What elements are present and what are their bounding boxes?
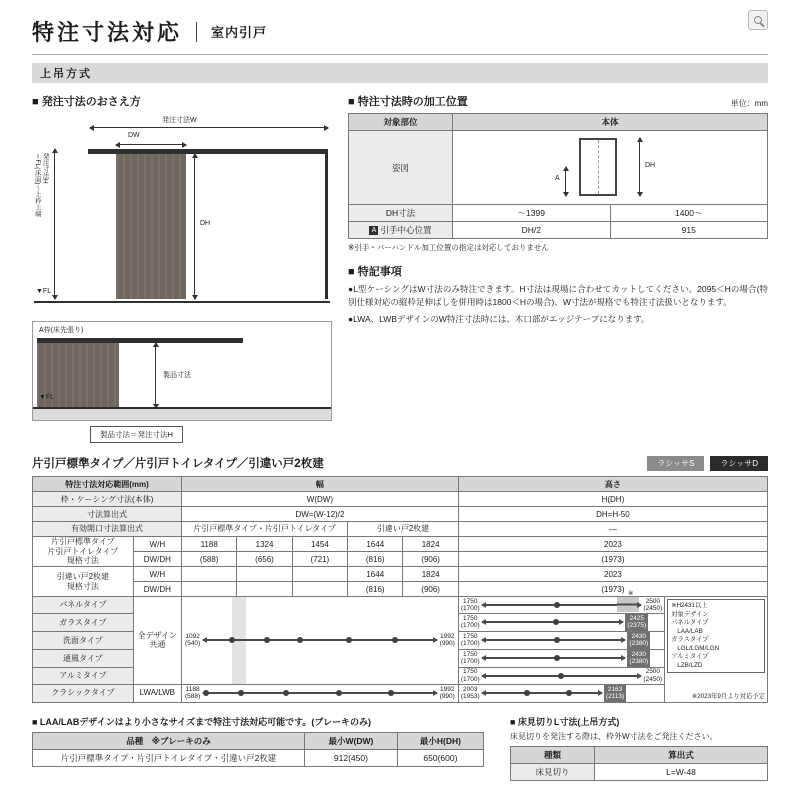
height-min-label: 1750 (1700) (460, 650, 480, 666)
right-jamb (325, 149, 328, 299)
width-header-cell: 幅 (181, 477, 458, 492)
marker-dot (346, 637, 352, 643)
processing-column (348, 93, 768, 443)
height-header-cell: 高さ (458, 477, 767, 492)
std1-w-value: 1824 (403, 537, 458, 552)
door-centerline (598, 140, 599, 194)
std2-w-value (292, 567, 347, 582)
w-formula-cell: DW=(W-12)/2 (181, 507, 458, 522)
dh-row-label: DH寸法 (349, 205, 453, 222)
type-cell: 床見切り (511, 763, 595, 780)
figure-row-label: 姿図 (349, 131, 453, 205)
note-line: LZB/LZD (677, 661, 703, 669)
min-h-cell: 650(600) (397, 749, 483, 766)
height-range-bar (458, 684, 664, 702)
processing-note: ※引手・バーハンドル加工位置の指定は対応しておりません (348, 243, 549, 252)
opening-type2-cell: 引違い戸2枚建 (348, 522, 459, 537)
fig-a-arrow (565, 167, 566, 196)
std2-dw-value (181, 582, 236, 597)
header-divider (196, 22, 197, 42)
height-range-bar (458, 649, 664, 667)
height-box-label: 2425 (2375) (627, 615, 647, 630)
std2-w-value (237, 567, 292, 582)
height-range-bar (458, 631, 664, 649)
width-min-label: 1092 (540) (184, 632, 201, 648)
std2-w-value (181, 567, 236, 582)
marker-dot (566, 690, 572, 696)
marker-dot (297, 637, 303, 643)
width-max-label: 1992 (990) (439, 685, 455, 701)
bottom-section (32, 715, 768, 781)
fl-marker: ▼FL (36, 288, 52, 295)
std2-line2: 規格寸法 (66, 581, 99, 591)
marker-dot (553, 619, 559, 625)
width-range-bar-common (181, 597, 458, 685)
handle-center-val1: DH/2 (453, 222, 611, 239)
marker-dot (392, 637, 398, 643)
all-designs-cell: 全デザイン共通 (133, 597, 181, 685)
dh-range1-cell: ～1399 (453, 205, 611, 222)
gray-zone-mark: ※ (627, 590, 634, 597)
badge-lasissa-s: ラシッサS (647, 456, 704, 471)
std1-dw-value: (906) (403, 552, 458, 567)
dw-label: DW (128, 132, 140, 139)
range-label-cell: 特注寸法対応範囲(mm) (33, 477, 182, 492)
height-box-label: 2163 (2113) (605, 685, 625, 701)
badge-lasissa-d: ラシッサD (710, 456, 768, 471)
opening-height-cell: ― (458, 522, 767, 537)
std2-w-value: 1644 (348, 567, 403, 582)
handle-center-val2: 915 (610, 222, 768, 239)
opening-row-label: 有効開口寸法算出式 (33, 522, 182, 537)
order-h-label (33, 153, 52, 303)
marker-dot (554, 637, 560, 643)
h-dh-cell: H(DH) (458, 492, 767, 507)
std1-dw-value: (656) (237, 552, 292, 567)
dw-arrow (116, 144, 186, 145)
door-panel (116, 154, 186, 299)
wh-label-cell: W/H (133, 537, 181, 552)
method-bar: 上吊方式 (32, 63, 768, 83)
remarks-heading: ■ 特記事項 (348, 266, 402, 278)
width-max-label: 1992 (990) (439, 632, 455, 648)
height-min-label: 1750 (1700) (460, 615, 480, 630)
height-min-label: 2003 (1953) (460, 685, 480, 701)
min-w-cell: 912(450) (305, 749, 398, 766)
std1-label (33, 537, 134, 567)
note-line: パネルタイプ (671, 619, 709, 626)
std1-line3: 規格寸法 (66, 556, 99, 566)
std2-h-value: 2023 (458, 567, 767, 582)
height-range-line (482, 657, 626, 659)
note-line: アルミタイプ (671, 653, 709, 660)
dwdh-label-cell: DW/DH (133, 552, 181, 567)
height-range-bar (458, 614, 664, 632)
marker-dot (229, 637, 235, 643)
height-box-label: 2430 (2380) (629, 632, 649, 648)
order-w-label: 発注寸法W (162, 117, 197, 124)
custom-size-table (32, 476, 768, 703)
std2-dw-value: (906) (403, 582, 458, 597)
std1-line2: 片引戸トイレタイプ (47, 546, 119, 556)
std1-dw-value: (721) (292, 552, 347, 567)
diagram-caption: 製品寸法＝発注寸法H (90, 426, 183, 443)
floor-band (33, 407, 331, 420)
height-range-line (482, 639, 626, 641)
std2-dw-value: (816) (348, 582, 403, 597)
floor-strip-block (510, 715, 768, 781)
unit-label: 単位：mm (730, 99, 768, 108)
marker-dot (336, 690, 342, 696)
product-dimension-diagram (32, 321, 332, 421)
std2-label (33, 567, 134, 597)
std1-w-value: 1324 (237, 537, 292, 552)
std1-dw-value: (588) (181, 552, 236, 567)
note-line: ガラスタイプ (671, 636, 709, 643)
opening-type1-cell: 片引戸標準タイプ・片引戸トイレタイプ (181, 522, 347, 537)
std1-dh-value: (1973) (458, 552, 767, 567)
min-h-header: 最小H(DH) (397, 732, 483, 749)
ordering-dimension-diagram (32, 115, 332, 311)
handle-center-text: 引手中心位置 (380, 225, 432, 235)
note-line: LGL/LGM/LGN (677, 644, 720, 652)
height-max-label: 2500 (2450) (643, 597, 663, 612)
dh-label: DH (200, 220, 211, 227)
gray-zone (617, 597, 639, 612)
remark-item: ●LWA、LWBデザインのW特注寸法時には、木口部がエッジテープになります。 (348, 313, 650, 324)
marker-dot (554, 602, 560, 608)
order-w-arrow (90, 127, 328, 128)
std2-dh-value: (1973) (458, 582, 767, 597)
formula-cell: L=W-48 (595, 763, 768, 780)
design-type-cell: アルミタイプ (33, 667, 134, 684)
min-size-table (32, 732, 484, 767)
formula-row-label: 寸法算出式 (33, 507, 182, 522)
std1-w-value: 1644 (348, 537, 403, 552)
marker-dot (283, 690, 289, 696)
floor-line (34, 301, 330, 303)
wh-label-cell: W/H (133, 567, 181, 582)
std2-line1: 引違い戸2枚建 (56, 571, 110, 581)
marker-dot (558, 673, 564, 679)
marker-dot (238, 690, 244, 696)
order-h-subtext: ＝FL(床面)～上枠上端 (33, 153, 41, 217)
width-min-label: 1188 (588) (184, 685, 201, 701)
marker-dot (203, 690, 209, 696)
std2-dw-value (292, 582, 347, 597)
page-subtitle: 室内引戸 (211, 25, 268, 40)
processing-heading: ■ 特注寸法時の加工位置 (348, 96, 468, 108)
height-range-line (482, 621, 624, 623)
footnote: ※2023年9月より対応予定 (691, 692, 765, 700)
note-line: 対象デザイン (671, 610, 709, 618)
fl-marker: ▼FL (39, 394, 55, 401)
ordering-column (32, 93, 332, 443)
page-header (32, 8, 768, 55)
std1-w-value: 1188 (181, 537, 236, 552)
w-dw-cell: W(DW) (181, 492, 458, 507)
product-dim-label: 製品寸法 (163, 372, 191, 379)
width-range-bar-classic (181, 684, 458, 702)
a-badge: A (369, 226, 378, 235)
height-range-bar (458, 590, 664, 614)
height-min-label: 1750 (1700) (460, 597, 480, 612)
floor-strip-table (510, 746, 768, 781)
order-h-text: 発注寸法H (41, 153, 49, 184)
dwdh-label-cell: DW/DH (133, 582, 181, 597)
a-frame-label: A枠(床先張り) (39, 327, 84, 334)
ordering-heading: ■ 発注寸法のおさえ方 (32, 96, 141, 108)
page-title: 特注寸法対応 (32, 20, 183, 45)
height-min-label: 1750 (1700) (460, 632, 480, 648)
formula-header: 算出式 (595, 746, 768, 763)
note-line: ※H2431以上 (671, 602, 708, 609)
frame-dims-label: 枠・ケーシング寸法(本体) (33, 492, 182, 507)
std2-dw-value (237, 582, 292, 597)
floor-strip-heading: ■ 床見切りL寸法(上吊方式) (510, 716, 620, 727)
figure-cell (453, 131, 768, 205)
handle-center-label (349, 222, 453, 239)
note-line: LAA/LAB (677, 627, 703, 635)
order-h-arrow (54, 149, 55, 299)
classic-designs-cell: LWA/LWB (133, 684, 181, 702)
floor-strip-desc: 床見切りを発注する際は、枠外W寸法をご発注ください。 (510, 731, 718, 741)
marker-dot (264, 637, 270, 643)
fig-a-label: A (555, 174, 560, 182)
height-range-line (482, 590, 642, 606)
height-min-label: 1750 (1700) (460, 668, 480, 683)
width-range-line (203, 639, 436, 641)
std1-dw-value: (816) (348, 552, 403, 567)
kind-cell: 片引戸標準タイプ・片引戸トイレタイプ・引違い戸2枚建 (33, 749, 305, 766)
fig-dh-arrow (639, 138, 640, 196)
type-header: 種類 (511, 746, 595, 763)
zoom-icon[interactable] (748, 10, 768, 30)
std1-h-value: 2023 (458, 537, 767, 552)
h-formula-cell: DH=H-50 (458, 507, 767, 522)
door-figure (535, 136, 685, 200)
notes-cell (665, 597, 768, 703)
kind-header: 品種 ※ブレーキのみ (33, 732, 305, 749)
height-range-line (482, 692, 602, 694)
std2-w-value: 1824 (403, 567, 458, 582)
h2431-note-box (667, 599, 765, 673)
height-range-bar (458, 667, 664, 684)
std1-w-value: 1454 (292, 537, 347, 552)
marker-dot (554, 655, 560, 661)
marker-dot (524, 690, 530, 696)
processing-position-table (348, 113, 768, 239)
body-header: 本体 (453, 114, 768, 131)
width-range-line (203, 692, 436, 694)
dh-range2-cell: 1400～ (610, 205, 768, 222)
height-max-label: 2500 (2450) (643, 668, 663, 683)
top-section (32, 93, 768, 443)
min-w-header: 最小W(DW) (305, 732, 398, 749)
design-type-cell: パネルタイプ (33, 597, 134, 614)
design-type-cell: ガラスタイプ (33, 614, 134, 632)
design-type-cell: 通風タイプ (33, 649, 134, 667)
design-type-cell: 洗面タイプ (33, 631, 134, 649)
dh-arrow (194, 154, 195, 299)
min-size-block (32, 715, 484, 781)
height-box-label: 2430 (2380) (629, 650, 649, 666)
height-range-line (482, 675, 642, 677)
remark-item: ●L型ケーシングはW寸法のみ特注できます。H寸法は現場に合わせてカットしてください。2095＜Hの場合(特別仕様対応の縦枠足伸ばしを併用時は1800＜Hの場合)、W寸法が規格でも特注寸法扱いとなります。 (348, 284, 768, 307)
design-type-cell: クラシックタイプ (33, 684, 134, 702)
marker-dot (388, 690, 394, 696)
fig-dh-label: DH (645, 161, 656, 169)
main-section-header (32, 455, 768, 471)
target-part-header: 対象部位 (349, 114, 453, 131)
product-dim-arrow (155, 343, 156, 408)
min-size-heading: ■ LAA/LABデザインはより小さなサイズまで特注寸法対応可能です。(ブレーキのみ) (32, 716, 371, 727)
main-section-title: 片引戸標準タイプ／片引戸トイレタイプ／引違い戸2枚建 (32, 458, 324, 470)
magnifier-glyph (754, 16, 762, 24)
std1-line1: 片引戸標準タイプ (51, 537, 115, 547)
